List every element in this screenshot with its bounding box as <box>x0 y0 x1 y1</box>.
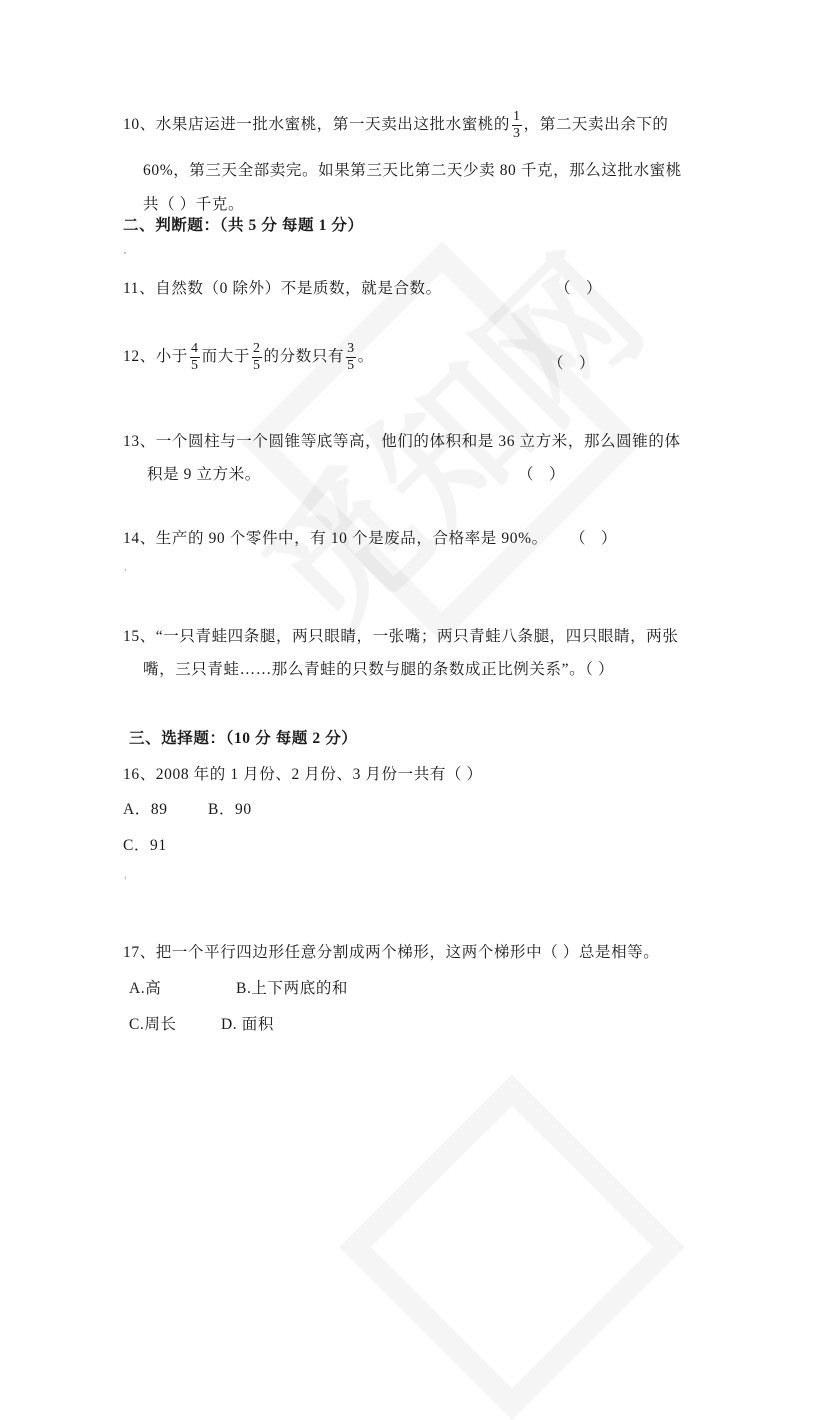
stray-mark: › <box>124 565 127 574</box>
fraction-3-5 <box>346 342 356 373</box>
question-13-answer-blank[interactable]: （ ） <box>518 466 565 483</box>
fraction-denominator: 5 <box>191 358 199 373</box>
question-12-suffix: 。 <box>357 348 374 366</box>
question-11-answer-blank[interactable]: （ ） <box>555 280 602 297</box>
question-17-option-d[interactable]: D. 面积 <box>221 1016 274 1033</box>
question-17-option-a[interactable]: A.高 <box>129 980 162 997</box>
fraction-denominator: 3 <box>513 126 521 141</box>
question-14-text: 14、生产的 90 个零件中，有 10 个是废品，合格率是 90%。 <box>123 530 548 547</box>
section-2-title: 二、判断题：（共 5 分 每题 1 分） <box>123 217 364 234</box>
question-12-mid-2: 的分数只有 <box>263 348 345 366</box>
watermark-frame-bottom <box>339 1074 684 1419</box>
question-16-option-c[interactable]: C．91 <box>123 837 167 854</box>
fraction-numerator: 1 <box>513 109 521 124</box>
section-3-title: 三、选择题：（10 分 每题 2 分） <box>129 730 358 747</box>
question-15-line-1: 15、“一只青蛙四条腿，两只眼睛，一张嘴；两只青蛙八条腿，四只眼睛，两张 <box>123 628 679 645</box>
question-16-option-a[interactable]: A．89 <box>123 801 168 818</box>
question-16-text: 16、2008 年的 1 月份、2 月份、3 月份一共有（ ） <box>123 766 483 783</box>
question-15-line-2: 嘴，三只青蛙……那么青蛙的只数与腿的条数成正比例关系”。（ ） <box>143 661 615 678</box>
question-13-line-1: 13、一个圆柱与一个圆锥等底等高，他们的体积和是 36 立方米，那么圆锥的体 <box>123 433 681 450</box>
fraction-denominator: 5 <box>347 358 355 373</box>
question-17-option-b[interactable]: B.上下两底的和 <box>236 980 349 997</box>
fraction-numerator: 3 <box>347 341 355 356</box>
stray-mark: , <box>124 246 126 255</box>
fraction-numerator: 4 <box>191 341 199 356</box>
question-10-text-a: 10、水果店运进一批水蜜桃，第一天卖出这批水蜜桃的 <box>123 116 511 134</box>
fraction-2-5 <box>252 342 262 373</box>
question-12-line <box>123 342 374 373</box>
question-12-answer-blank[interactable]: （ ） <box>548 355 595 372</box>
question-16-option-b[interactable]: B．90 <box>208 801 252 818</box>
question-10-text-b: ，第二天卖出余下的 <box>523 116 669 134</box>
question-12-mid-1: 而大于 <box>201 348 250 366</box>
question-10-line-1 <box>123 110 669 141</box>
question-17-option-c[interactable]: C.周长 <box>129 1016 177 1033</box>
question-14-answer-blank[interactable]: （ ） <box>570 530 617 547</box>
question-10-line-2: 60%，第三天全部卖完。如果第三天比第二天少卖 80 千克，那么这批水蜜桃 <box>143 162 682 179</box>
fraction-1-3 <box>512 110 522 141</box>
question-17-text: 17、把一个平行四边形任意分割成两个梯形，这两个梯形中（ ）总是相等。 <box>123 944 660 961</box>
stray-mark: ‹ <box>124 873 127 882</box>
fraction-denominator: 5 <box>252 358 261 373</box>
fraction-numerator: 2 <box>252 341 261 356</box>
question-13-line-2: 积是 9 立方米。 <box>147 466 261 483</box>
question-12-prefix: 12、小于 <box>123 348 189 366</box>
question-11-text: 11、自然数（0 除外）不是质数，就是合数。 <box>123 280 442 297</box>
question-10-line-3: 共（ ）千克。 <box>143 196 245 213</box>
fraction-4-5 <box>190 342 200 373</box>
